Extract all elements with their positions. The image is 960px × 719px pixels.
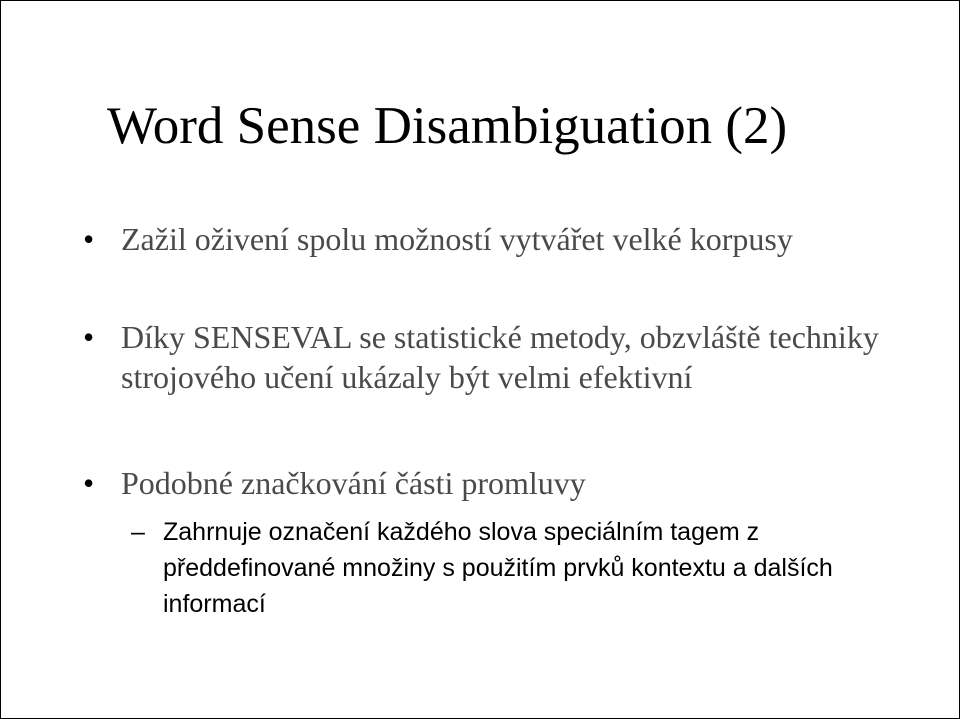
sub-bullet-text: Zahrnuje označení každého slova speciálním tagem z předdefinované množiny s použitím prvků kontextu a dalších informací	[163, 518, 833, 618]
sub-bullet-item	[131, 514, 861, 622]
bullet-text: Díky SENSEVAL se statistické metody, obzvláště techniky strojového učení ukázaly být velmi efektivní	[121, 319, 879, 395]
bullet-text: Zažil oživení spolu možností vytvářet velké korpusy	[121, 221, 793, 257]
bullet-item	[83, 317, 883, 397]
slide-title: Word Sense Disambiguation (2)	[107, 97, 788, 155]
bullet-marker-icon: •	[83, 221, 95, 257]
bullet-marker-icon: •	[83, 319, 95, 355]
bullet-marker-icon: •	[83, 465, 95, 501]
bullet-item	[83, 463, 883, 503]
bullet-text: Podobné značkování části promluvy	[121, 465, 586, 501]
bullet-item	[83, 219, 883, 259]
dash-marker-icon: –	[131, 518, 145, 546]
